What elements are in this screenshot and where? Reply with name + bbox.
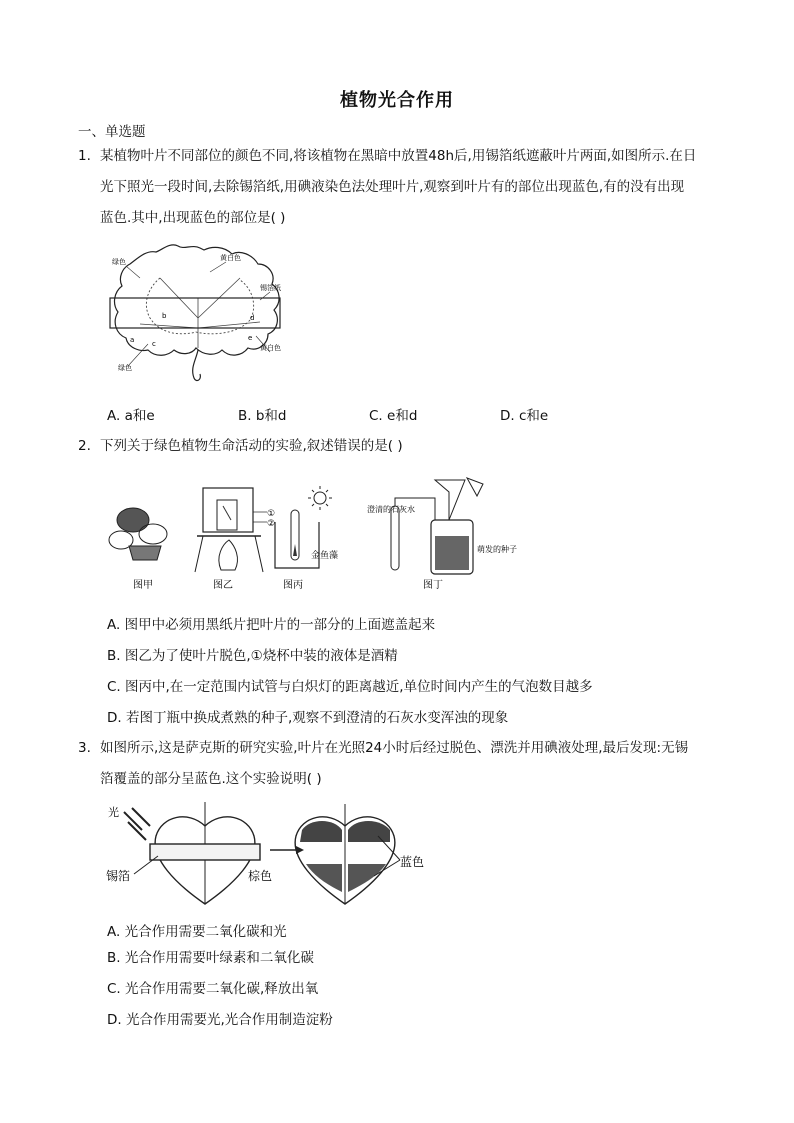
label-brown: 棕色 bbox=[248, 869, 273, 883]
caption-ding: 图丁 bbox=[423, 580, 443, 591]
q3-option-d[interactable]: D. 光合作用需要光,光合作用制造淀粉 bbox=[107, 1012, 333, 1028]
label-yellow-top: 黄白色 bbox=[220, 254, 241, 262]
question-text-line: 某植物叶片不同部位的颜色不同,将该植物在黑暗中放置48h后,用锡箔纸遮蔽叶片两面,如图所示.在日 bbox=[100, 148, 697, 164]
caption-jia: 图甲 bbox=[133, 580, 153, 591]
caption-bing: 图丙 bbox=[283, 580, 303, 591]
question-1 bbox=[78, 141, 718, 234]
label-b: b bbox=[162, 312, 167, 320]
question-number: 3. bbox=[78, 740, 91, 756]
q3-option-b[interactable]: B. 光合作用需要叶绿素和二氧化碳 bbox=[107, 950, 314, 966]
question-text-line: 下列关于绿色植物生命活动的实验,叙述错误的是( ) bbox=[100, 438, 403, 454]
question-text-line: 如图所示,这是萨克斯的研究实验,叶片在光照24小时后经过脱色、漂洗并用碘液处理,最后发现:无锡 bbox=[100, 740, 689, 756]
label-d: d bbox=[250, 314, 255, 322]
label-c: c bbox=[152, 340, 156, 348]
label-green-bottom: 绿色 bbox=[118, 364, 132, 372]
label-light: 光 bbox=[108, 806, 119, 819]
beaker-heating-figure bbox=[195, 488, 275, 591]
option-c[interactable]: C. e和d bbox=[369, 408, 418, 424]
q2-option-b[interactable]: B. 图乙为了使叶片脱色,①烧杯中装的液体是酒精 bbox=[107, 648, 398, 664]
page-title: 植物光合作用 bbox=[340, 90, 454, 111]
label-foil: 锡箔 bbox=[106, 869, 131, 883]
four-experiments-figure bbox=[105, 476, 517, 596]
plant-pot-figure bbox=[109, 508, 167, 591]
label-a: a bbox=[130, 336, 135, 344]
q2-option-d[interactable]: D. 若图丁瓶中换成煮熟的种子,观察不到澄清的石灰水变浑浊的现象 bbox=[107, 710, 509, 726]
label-foil: 锡箔纸 bbox=[260, 284, 281, 292]
leaf-foil-figure bbox=[100, 238, 300, 388]
label-c1: ① bbox=[267, 509, 276, 519]
section-heading: 一、单选题 bbox=[78, 124, 146, 140]
sachs-experiment-figure bbox=[100, 800, 440, 910]
q1-options bbox=[107, 404, 667, 424]
label-seeds: 萌发的种子 bbox=[477, 545, 517, 554]
caption-yi: 图乙 bbox=[213, 580, 233, 591]
question-text-line: 光下照光一段时间,去除锡箔纸,用碘液染色法处理叶片,观察到叶片有的部位出现蓝色,有的没有出现 bbox=[100, 179, 685, 195]
q3-option-a[interactable]: A. 光合作用需要二氧化碳和光 bbox=[107, 924, 287, 940]
question-text-line: 蓝色.其中,出现蓝色的部位是( ) bbox=[100, 210, 286, 226]
label-limewater: 澄清的石灰水 bbox=[367, 505, 415, 514]
label-e: e bbox=[248, 334, 253, 342]
option-d[interactable]: D. c和e bbox=[500, 408, 549, 424]
q2-option-c[interactable]: C. 图丙中,在一定范围内试管与白炽灯的距离越近,单位时间内产生的气泡数目越多 bbox=[107, 679, 593, 695]
label-c2: ② bbox=[267, 519, 276, 529]
question-number: 1. bbox=[78, 148, 91, 164]
q3-option-c[interactable]: C. 光合作用需要二氧化碳,释放出氧 bbox=[107, 981, 319, 997]
label-yellow-bottom: 黄白色 bbox=[260, 344, 281, 352]
option-a[interactable]: A. a和e bbox=[107, 408, 155, 424]
option-b[interactable]: B. b和d bbox=[238, 408, 287, 424]
question-text-line: 箔覆盖的部分呈蓝色.这个实验说明( ) bbox=[100, 771, 322, 787]
label-blue: 蓝色 bbox=[400, 855, 425, 869]
label-green-top: 绿色 bbox=[112, 258, 126, 266]
label-jinyuzao: 金鱼藻 bbox=[311, 551, 339, 561]
question-2 bbox=[78, 431, 718, 462]
q2-option-a[interactable]: A. 图甲中必须用黑纸片把叶片的一部分的上面遮盖起来 bbox=[107, 617, 436, 633]
question-number: 2. bbox=[78, 438, 91, 454]
pondweed-lamp-figure bbox=[275, 486, 338, 591]
question-3 bbox=[78, 733, 718, 795]
seeds-limewater-figure bbox=[367, 478, 517, 591]
